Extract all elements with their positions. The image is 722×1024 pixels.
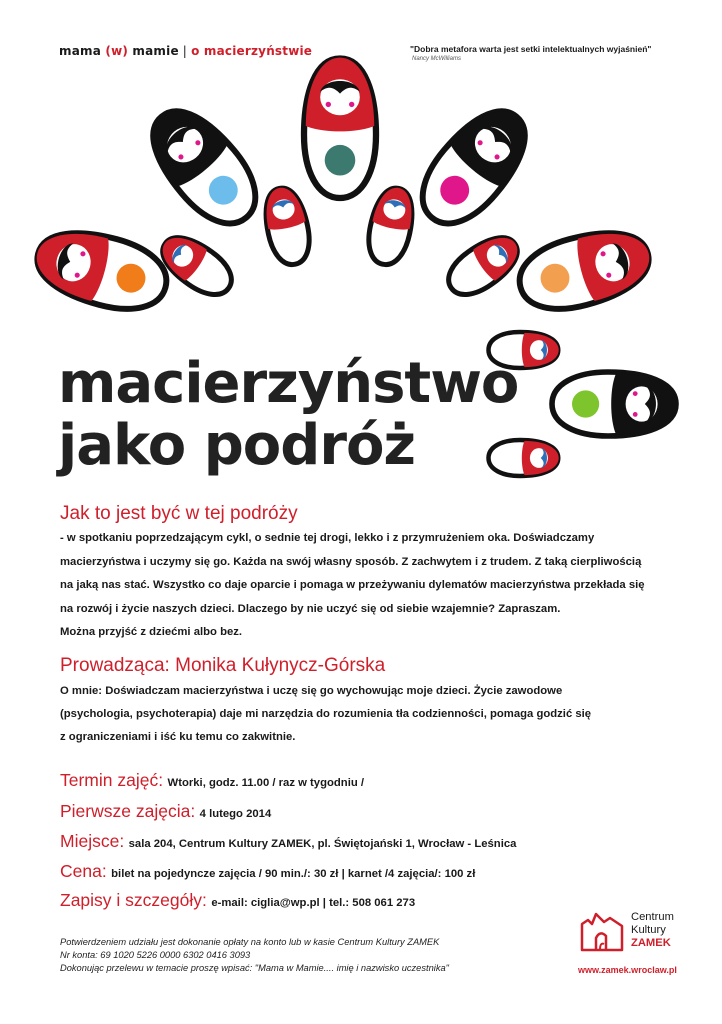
doll-blue <box>135 94 272 239</box>
info-price-label: Cena: <box>60 861 107 881</box>
info-price <box>60 861 475 882</box>
logo-line-3: ZAMEK <box>631 937 671 949</box>
info-schedule <box>60 770 364 791</box>
logo-line-2: Kultury <box>631 924 666 936</box>
footer-line: Potwierdzeniem udziału jest dokonanie opłaty na konto lub w kasie Centrum Kultury ZAMEK <box>60 937 440 947</box>
paragraph-line: macierzyństwa i uczymy się go. Każda na swój własny sposób. Z zachwytem i z trudem. Z taką cierpliwością <box>60 555 642 568</box>
paragraph-line: Można przyjść z dziećmi albo bez. <box>60 626 243 638</box>
footer-line: Nr konta: 69 1020 5226 0000 6302 0416 3093 <box>60 950 251 960</box>
series-mama: mama <box>59 44 106 58</box>
paragraph-line: O mnie: Doświadczam macierzyństwa i uczę się go wychowując moje dzieci. Życie zawodowe <box>60 685 563 697</box>
quote-author: Nancy McWilliams <box>412 56 461 62</box>
small-doll-3 <box>363 184 418 269</box>
section-text-host <box>60 680 690 749</box>
info-schedule-value: Wtorki, godz. 11.00 / raz w tygodniu / <box>167 777 365 789</box>
small-doll-2 <box>259 184 314 269</box>
info-first-class-label: Pierwsze zajęcia: <box>60 801 196 821</box>
info-signup-value: e-mail: ciglia@wp.pl | tel.: 508 061 273 <box>211 897 416 909</box>
small-doll-4 <box>440 227 527 305</box>
paragraph-line: (psychologia, psychoterapia) daje mi narzędzia do rozumienia tła codzienności, pomaga godzić się <box>60 708 592 720</box>
footer-line: Dokonując przelewu w temacie proszę wpisać: "Mama w Mamie.... imię i nazwisko uczestnika" <box>60 963 449 973</box>
logo-text <box>631 911 674 950</box>
info-signup-label: Zapisy i szczegóły: <box>60 890 207 910</box>
info-schedule-label: Termin zajęć: <box>60 770 164 790</box>
paragraph-line: na rozwój i życie naszych dzieci. Dlaczego by nie uczyć się od siebie wzajemnie? Zapraszam. <box>60 602 561 615</box>
info-place-value: sala 204, Centrum Kultury ZAMEK, pl. Świętojański 1, Wrocław - Leśnica <box>128 838 517 850</box>
website-link[interactable]: www.zamek.wroclaw.pl <box>578 965 677 975</box>
paragraph-line: z ograniczeniami i iść ku temu co zakwitnie. <box>60 731 296 743</box>
section-text-journey <box>60 527 690 645</box>
main-title-line-1: macierzyństwo <box>58 351 519 416</box>
info-price-value: bilet na pojedyncze zajęcia / 90 min./: 30 zł | karnet /4 zajęcia/: 100 zł <box>111 868 476 880</box>
info-first-class-value: 4 lutego 2014 <box>199 808 272 820</box>
series-mamie: mamie <box>128 44 179 58</box>
info-place <box>60 831 516 852</box>
info-signup <box>60 890 415 911</box>
series-separator: | <box>178 44 192 58</box>
info-first-class <box>60 801 271 822</box>
series-subtitle: o macierzyństwie <box>191 44 313 58</box>
section-heading-host: Prowadząca: Monika Kułynycz-Górska <box>60 655 386 676</box>
doll-orange <box>29 220 175 320</box>
paragraph-line: na jaką nas stać. Wszystko co daje oparcie i pomaga w przeżywaniu dylematów macierzyństwa przekłada się <box>60 579 645 591</box>
small-doll-6 <box>489 440 559 476</box>
paragraph-line: - w spotkaniu poprzedzającym cykl, o sednie tej drogi, lekko i z przymrużeniem oka. Doświadczamy <box>60 532 595 544</box>
main-title-line-2: jako podróż <box>58 413 416 478</box>
header-quote: "Dobra metafora warta jest setki intelektualnych wyjaśnień" <box>410 44 652 54</box>
logo-line-1: Centrum <box>631 911 674 923</box>
info-place-label: Miejsce: <box>60 831 125 851</box>
doll-teal <box>304 58 376 198</box>
doll-green <box>552 372 677 436</box>
doll-magenta <box>406 94 543 239</box>
section-heading-journey: Jak to jest być w tej podróży <box>60 503 298 524</box>
doll-light-orange <box>512 220 658 320</box>
payment-footer <box>60 936 540 975</box>
series-w: (w) <box>105 44 129 58</box>
